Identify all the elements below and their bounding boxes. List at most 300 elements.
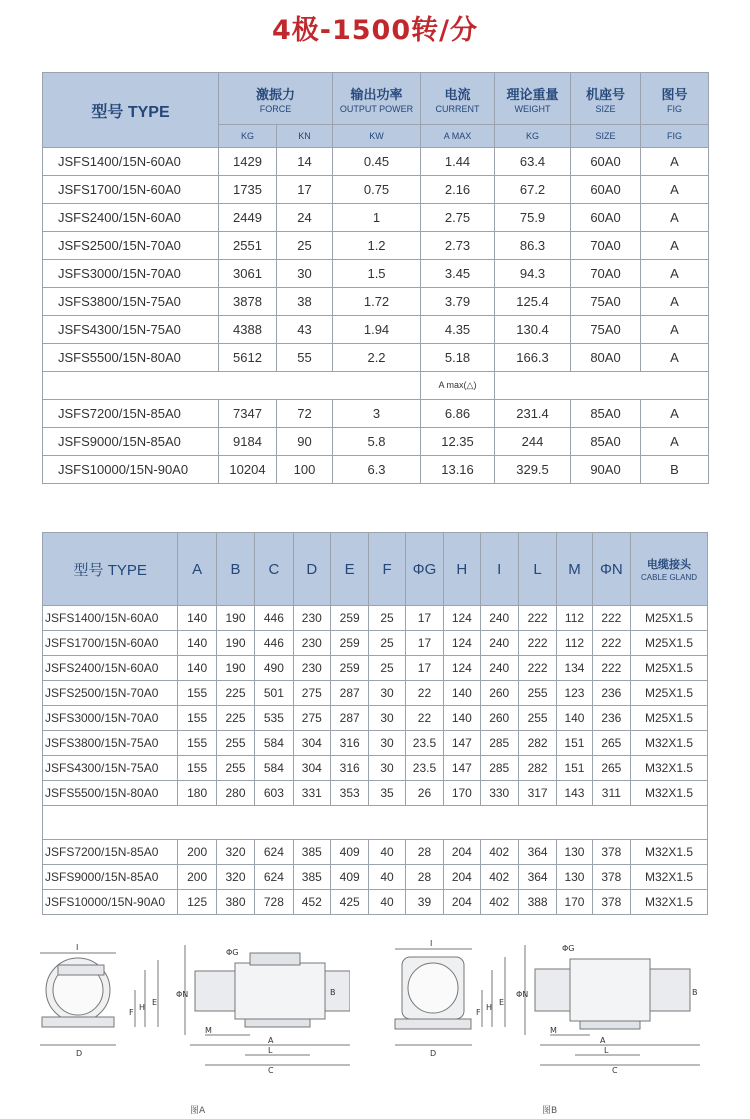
value-cell: 17 [405, 656, 443, 681]
value-cell: 222 [518, 606, 556, 631]
dim-header-4: E [330, 533, 368, 606]
value-cell: A [641, 148, 709, 176]
value-cell: 180 [178, 781, 216, 806]
value-cell: 22 [405, 706, 443, 731]
table-row [43, 428, 709, 456]
model-cell: JSFS10000/15N-90A0 [43, 456, 219, 484]
value-cell: 260 [480, 681, 518, 706]
value-cell: 155 [178, 756, 216, 781]
value-cell: 225 [216, 706, 254, 731]
value-cell: 402 [480, 865, 518, 890]
unit-weight-kg: KG [495, 125, 571, 148]
model-cell: JSFS2500/15N-70A0 [43, 681, 178, 706]
value-cell: 378 [592, 840, 630, 865]
value-cell: 584 [255, 756, 293, 781]
dim-label-b: B [330, 988, 336, 997]
model-cell: JSFS5500/15N-80A0 [43, 344, 219, 372]
divider-cell-right [495, 372, 709, 400]
value-cell: 364 [518, 865, 556, 890]
value-cell: 3 [333, 400, 421, 428]
value-cell: B [641, 456, 709, 484]
fig-b-dim-label-m: M [550, 1026, 557, 1035]
value-cell: 446 [255, 631, 293, 656]
value-cell: 331 [293, 781, 330, 806]
value-cell: 67.2 [495, 176, 571, 204]
value-cell: 6.86 [421, 400, 495, 428]
value-cell: 40 [369, 840, 405, 865]
value-cell: 2.73 [421, 232, 495, 260]
value-cell: 14 [277, 148, 333, 176]
value-cell: 125 [178, 890, 216, 915]
value-cell: 287 [330, 681, 368, 706]
value-cell: 124 [444, 606, 480, 631]
value-cell: 255 [518, 706, 556, 731]
value-cell: 100 [277, 456, 333, 484]
value-cell: 222 [518, 631, 556, 656]
value-cell: 38 [277, 288, 333, 316]
table-row [43, 890, 708, 915]
value-cell: 130 [557, 865, 592, 890]
value-cell: A [641, 344, 709, 372]
value-cell: 147 [444, 731, 480, 756]
value-cell: 425 [330, 890, 368, 915]
value-cell: 285 [480, 731, 518, 756]
value-cell: 170 [557, 890, 592, 915]
value-cell: 259 [330, 656, 368, 681]
value-cell: 1735 [219, 176, 277, 204]
table-row [43, 148, 709, 176]
value-cell: 30 [369, 706, 405, 731]
value-cell: 4388 [219, 316, 277, 344]
value-cell: 275 [293, 681, 330, 706]
value-cell: 40 [369, 890, 405, 915]
page-title: 4极-1500转/分 [271, 15, 478, 46]
fig-b-drawing [390, 935, 710, 1075]
performance-table [42, 72, 709, 484]
value-cell: 60A0 [571, 204, 641, 232]
fig-b-dim-label-a: A [600, 1036, 606, 1045]
value-cell: 3.45 [421, 260, 495, 288]
value-cell: 90A0 [571, 456, 641, 484]
value-cell: 30 [369, 731, 405, 756]
fig-b-dim-label-b: B [692, 988, 698, 997]
value-cell: 230 [293, 656, 330, 681]
dim-type-header: 型号 TYPE [43, 533, 178, 606]
model-cell: JSFS1700/15N-60A0 [43, 631, 178, 656]
value-cell: 35 [369, 781, 405, 806]
value-cell: 624 [255, 865, 293, 890]
value-cell: A [641, 260, 709, 288]
value-cell: 70A0 [571, 232, 641, 260]
model-cell: JSFS3000/15N-70A0 [43, 260, 219, 288]
value-cell: 222 [518, 656, 556, 681]
value-cell: 155 [178, 681, 216, 706]
value-cell: 265 [592, 731, 630, 756]
value-cell: M32X1.5 [631, 840, 708, 865]
value-cell: A [641, 288, 709, 316]
dim-label-l: L [268, 1046, 273, 1055]
table-row [43, 606, 708, 631]
value-cell: 304 [293, 756, 330, 781]
value-cell: M25X1.5 [631, 656, 708, 681]
value-cell: 170 [444, 781, 480, 806]
value-cell: 1 [333, 204, 421, 232]
value-cell: 3061 [219, 260, 277, 288]
value-cell: 0.45 [333, 148, 421, 176]
unit-amax: A MAX [421, 125, 495, 148]
value-cell: 17 [405, 631, 443, 656]
value-cell: 55 [277, 344, 333, 372]
value-cell: 535 [255, 706, 293, 731]
table-row [43, 232, 709, 260]
value-cell: 112 [557, 631, 592, 656]
value-cell: 275 [293, 706, 330, 731]
dim-label-m: M [205, 1026, 212, 1035]
model-cell: JSFS7200/15N-85A0 [43, 840, 178, 865]
power-header: 输出功率 OUTPUT POWER [333, 73, 421, 125]
value-cell: 353 [330, 781, 368, 806]
model-cell: JSFS1700/15N-60A0 [43, 176, 219, 204]
value-cell: M25X1.5 [631, 631, 708, 656]
model-cell: JSFS7200/15N-85A0 [43, 400, 219, 428]
dim-label-h: H [139, 1003, 146, 1012]
model-cell: JSFS4300/15N-75A0 [43, 316, 219, 344]
value-cell: 265 [592, 756, 630, 781]
value-cell: 230 [293, 631, 330, 656]
divider-cell [43, 372, 421, 400]
value-cell: 1.2 [333, 232, 421, 260]
dim-header-1: B [216, 533, 254, 606]
table-row [43, 631, 708, 656]
table-row [43, 204, 709, 232]
value-cell: 7347 [219, 400, 277, 428]
table-row [43, 865, 708, 890]
dim-label-e: E [152, 998, 158, 1007]
fig-b-dim-label-h: H [486, 1003, 493, 1012]
fig-a-drawing [30, 935, 350, 1075]
value-cell: 231.4 [495, 400, 571, 428]
value-cell: 244 [495, 428, 571, 456]
value-cell: 5.8 [333, 428, 421, 456]
value-cell: 311 [592, 781, 630, 806]
value-cell: 125.4 [495, 288, 571, 316]
value-cell: 329.5 [495, 456, 571, 484]
value-cell: 39 [405, 890, 443, 915]
model-cell: JSFS3800/15N-75A0 [43, 288, 219, 316]
value-cell: 501 [255, 681, 293, 706]
fig-a-caption: 图A [190, 1106, 206, 1116]
value-cell: 26 [405, 781, 443, 806]
value-cell: A [641, 400, 709, 428]
value-cell: 80A0 [571, 344, 641, 372]
model-cell: JSFS2400/15N-60A0 [43, 204, 219, 232]
value-cell: 130 [557, 840, 592, 865]
model-cell: JSFS4300/15N-75A0 [43, 756, 178, 781]
value-cell: 204 [444, 890, 480, 915]
fig-b-dim-label-c: C [612, 1066, 618, 1075]
value-cell: 140 [444, 681, 480, 706]
value-cell: 200 [178, 865, 216, 890]
value-cell: 43 [277, 316, 333, 344]
model-cell: JSFS9000/15N-85A0 [43, 428, 219, 456]
value-cell: 316 [330, 731, 368, 756]
model-cell: JSFS1400/15N-60A0 [43, 606, 178, 631]
value-cell: M25X1.5 [631, 606, 708, 631]
value-cell: 330 [480, 781, 518, 806]
dim-header-9: L [518, 533, 556, 606]
value-cell: 259 [330, 631, 368, 656]
value-cell: 155 [178, 706, 216, 731]
value-cell: 124 [444, 656, 480, 681]
value-cell: 28 [405, 865, 443, 890]
dim-label-a: A [268, 1036, 274, 1045]
value-cell: 140 [557, 706, 592, 731]
value-cell: 124 [444, 631, 480, 656]
fig-b-dim-label-e: E [499, 998, 505, 1007]
value-cell: 6.3 [333, 456, 421, 484]
dim-label-f: F [129, 1008, 134, 1017]
value-cell: 260 [480, 706, 518, 731]
blank-divider-row [43, 806, 708, 840]
value-cell: 75A0 [571, 316, 641, 344]
value-cell: 255 [518, 681, 556, 706]
value-cell: 13.16 [421, 456, 495, 484]
value-cell: 200 [178, 840, 216, 865]
value-cell: 446 [255, 606, 293, 631]
value-cell: 123 [557, 681, 592, 706]
table-row [43, 731, 708, 756]
value-cell: 2551 [219, 232, 277, 260]
value-cell: 255 [216, 731, 254, 756]
value-cell: 190 [216, 606, 254, 631]
table-row [43, 260, 709, 288]
value-cell: 30 [277, 260, 333, 288]
dim-label-c: C [268, 1066, 274, 1075]
table-row [43, 756, 708, 781]
type-header: 型号 TYPE [43, 73, 219, 148]
current-header: 电流 CURRENT [421, 73, 495, 125]
value-cell: 490 [255, 656, 293, 681]
fig-header: 图号 FIG [641, 73, 709, 125]
value-cell: 4.35 [421, 316, 495, 344]
model-cell: JSFS5500/15N-80A0 [43, 781, 178, 806]
value-cell: 204 [444, 840, 480, 865]
dim-label-i: I [76, 943, 79, 952]
value-cell: 3878 [219, 288, 277, 316]
value-cell: 2449 [219, 204, 277, 232]
value-cell: 25 [277, 232, 333, 260]
value-cell: 317 [518, 781, 556, 806]
value-cell: 151 [557, 731, 592, 756]
value-cell: 140 [178, 606, 216, 631]
value-cell: 85A0 [571, 428, 641, 456]
model-cell: JSFS9000/15N-85A0 [43, 865, 178, 890]
unit-fig: FIG [641, 125, 709, 148]
dim-header-11: ΦN [592, 533, 630, 606]
table-row [43, 344, 709, 372]
value-cell: 25 [369, 631, 405, 656]
dim-label-g: ΦG [226, 948, 239, 957]
table-row [43, 781, 708, 806]
value-cell: 75A0 [571, 288, 641, 316]
value-cell: 5612 [219, 344, 277, 372]
value-cell: 140 [178, 631, 216, 656]
model-cell: JSFS2500/15N-70A0 [43, 232, 219, 260]
value-cell: 0.75 [333, 176, 421, 204]
unit-size: SIZE [571, 125, 641, 148]
value-cell: 24 [277, 204, 333, 232]
value-cell: 140 [444, 706, 480, 731]
value-cell: 320 [216, 865, 254, 890]
value-cell: 240 [480, 606, 518, 631]
value-cell: 285 [480, 756, 518, 781]
value-cell: A [641, 176, 709, 204]
value-cell: 147 [444, 756, 480, 781]
value-cell: 63.4 [495, 148, 571, 176]
table-row [43, 840, 708, 865]
value-cell: 86.3 [495, 232, 571, 260]
dim-header-2: C [255, 533, 293, 606]
dim-header-8: I [480, 533, 518, 606]
value-cell: 304 [293, 731, 330, 756]
value-cell: 225 [216, 681, 254, 706]
value-cell: A [641, 316, 709, 344]
fig-b-dim-label-i: I [430, 939, 433, 948]
weight-header: 理论重量 WEIGHT [495, 73, 571, 125]
value-cell: A [641, 428, 709, 456]
value-cell: M32X1.5 [631, 865, 708, 890]
value-cell: 282 [518, 731, 556, 756]
value-cell: 222 [592, 606, 630, 631]
value-cell: 70A0 [571, 260, 641, 288]
value-cell: 378 [592, 865, 630, 890]
value-cell: M25X1.5 [631, 706, 708, 731]
value-cell: 134 [557, 656, 592, 681]
value-cell: 240 [480, 631, 518, 656]
value-cell: 1.72 [333, 288, 421, 316]
value-cell: 388 [518, 890, 556, 915]
value-cell: 204 [444, 865, 480, 890]
value-cell: 259 [330, 606, 368, 631]
value-cell: 190 [216, 656, 254, 681]
value-cell: 60A0 [571, 148, 641, 176]
value-cell: 236 [592, 681, 630, 706]
model-cell: JSFS10000/15N-90A0 [43, 890, 178, 915]
value-cell: 320 [216, 840, 254, 865]
value-cell: 166.3 [495, 344, 571, 372]
value-cell: 1429 [219, 148, 277, 176]
table-row [43, 706, 708, 731]
value-cell: M25X1.5 [631, 681, 708, 706]
value-cell: 140 [178, 656, 216, 681]
value-cell: 402 [480, 840, 518, 865]
value-cell: 255 [216, 756, 254, 781]
value-cell: 1.94 [333, 316, 421, 344]
value-cell: 409 [330, 865, 368, 890]
fig-b-side-body [570, 959, 650, 1021]
fig-b-dim-label-g: ΦG [562, 944, 575, 953]
value-cell: 30 [369, 681, 405, 706]
value-cell: 12.35 [421, 428, 495, 456]
fig-b-dim-label-l: L [604, 1046, 609, 1055]
table-row [43, 456, 709, 484]
value-cell: A [641, 232, 709, 260]
value-cell: 385 [293, 865, 330, 890]
value-cell: 22 [405, 681, 443, 706]
value-cell: 222 [592, 656, 630, 681]
value-cell: 287 [330, 706, 368, 731]
value-cell: M32X1.5 [631, 731, 708, 756]
divider-note: A max(△) [421, 372, 495, 400]
dim-header-7: H [444, 533, 480, 606]
value-cell: 584 [255, 731, 293, 756]
table-row [43, 681, 708, 706]
value-cell: 112 [557, 606, 592, 631]
value-cell: M32X1.5 [631, 781, 708, 806]
value-cell: 2.2 [333, 344, 421, 372]
unit-kn: KN [277, 125, 333, 148]
value-cell: 60A0 [571, 176, 641, 204]
model-cell: JSFS3000/15N-70A0 [43, 706, 178, 731]
table-row [43, 316, 709, 344]
fig-b-dim-label-d: D [430, 1049, 437, 1058]
value-cell: 130.4 [495, 316, 571, 344]
value-cell: 143 [557, 781, 592, 806]
size-header: 机座号 SIZE [571, 73, 641, 125]
value-cell: 230 [293, 606, 330, 631]
value-cell: M32X1.5 [631, 756, 708, 781]
cable-gland-header: 电缆接头 CABLE GLAND [631, 533, 708, 606]
dim-header-3: D [293, 533, 330, 606]
model-cell: JSFS3800/15N-75A0 [43, 731, 178, 756]
value-cell: 72 [277, 400, 333, 428]
value-cell: 17 [277, 176, 333, 204]
value-cell: 240 [480, 656, 518, 681]
dim-header-0: A [178, 533, 216, 606]
value-cell: 5.18 [421, 344, 495, 372]
fig-b-dim-label-n: ΦN [516, 990, 529, 999]
value-cell: 90 [277, 428, 333, 456]
fig-b-caption: 图B [542, 1106, 558, 1116]
value-cell: 728 [255, 890, 293, 915]
value-cell: 378 [592, 890, 630, 915]
value-cell: 282 [518, 756, 556, 781]
value-cell: 364 [518, 840, 556, 865]
value-cell: 380 [216, 890, 254, 915]
value-cell: 9184 [219, 428, 277, 456]
value-cell: 1.44 [421, 148, 495, 176]
value-cell: 75.9 [495, 204, 571, 232]
value-cell: 385 [293, 840, 330, 865]
table-row [43, 288, 709, 316]
value-cell: 25 [369, 656, 405, 681]
force-header: 激振力 FORCE [219, 73, 333, 125]
dim-header-5: F [369, 533, 405, 606]
dim-label-d: D [76, 1049, 83, 1058]
value-cell: 17 [405, 606, 443, 631]
table-row [43, 656, 708, 681]
value-cell: 409 [330, 840, 368, 865]
value-cell: 40 [369, 865, 405, 890]
value-cell: 222 [592, 631, 630, 656]
value-cell: 85A0 [571, 400, 641, 428]
value-cell: 452 [293, 890, 330, 915]
table-row [43, 176, 709, 204]
value-cell: 316 [330, 756, 368, 781]
model-cell: JSFS2400/15N-60A0 [43, 656, 178, 681]
value-cell: 402 [480, 890, 518, 915]
value-cell: 236 [592, 706, 630, 731]
